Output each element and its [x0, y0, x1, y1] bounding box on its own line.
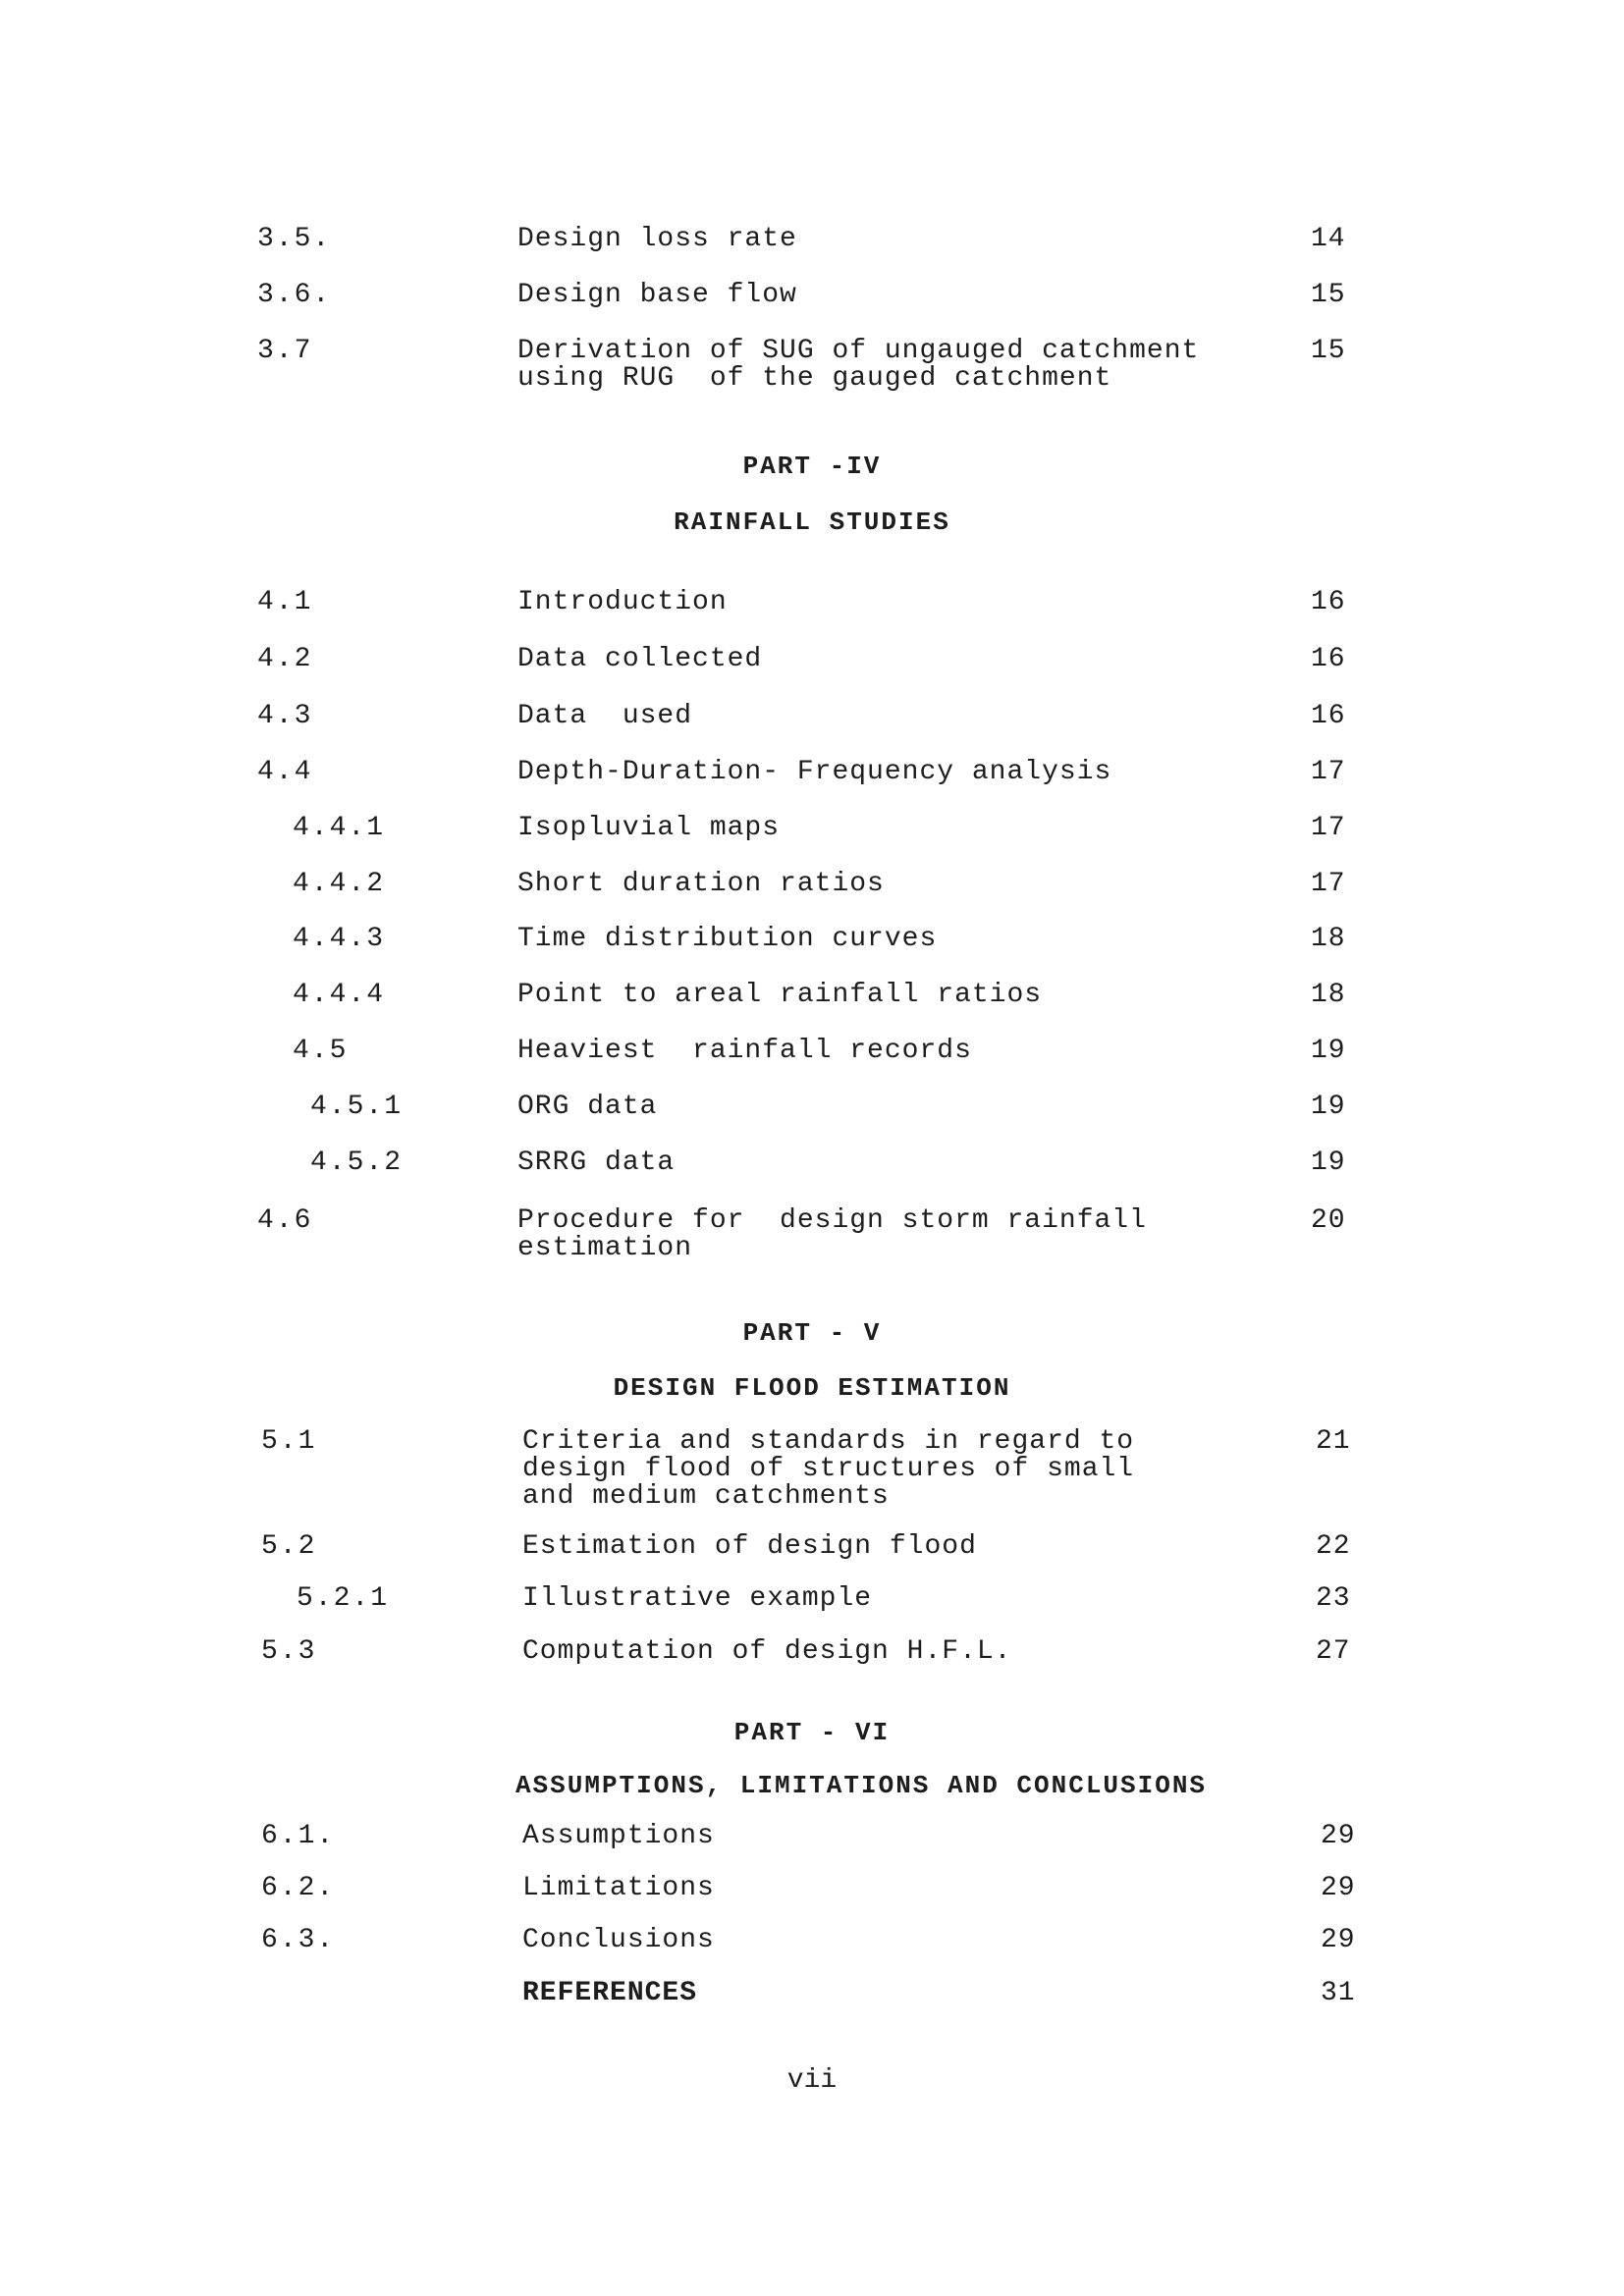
- entry-number: 5.2.1: [297, 1583, 390, 1614]
- entry-title: Isopluvial maps: [517, 813, 781, 843]
- entry-number: 4.2: [257, 644, 313, 674]
- entry-title: Design base flow: [517, 280, 797, 310]
- entry-title: Data collected: [517, 644, 763, 674]
- entry-number: 4.6: [257, 1205, 313, 1236]
- entry-page: 29: [1321, 1821, 1356, 1851]
- entry-number: 4.5: [293, 1036, 349, 1066]
- entry-page: 17: [1311, 869, 1346, 899]
- entry-page: 14: [1311, 224, 1346, 254]
- entry-title: Short duration ratios: [517, 869, 885, 899]
- section-heading: RAINFALL STUDIES: [674, 507, 950, 537]
- entry-page: 31: [1321, 1978, 1356, 2008]
- entry-page: 17: [1311, 813, 1346, 843]
- entry-number: 4.5.1: [310, 1092, 404, 1122]
- entry-number: 6.3.: [261, 1925, 336, 1955]
- entry-page: 18: [1311, 924, 1346, 954]
- entry-number: 4.4.2: [293, 869, 386, 899]
- entry-number: 6.1.: [261, 1821, 336, 1851]
- references-title: REFERENCES: [522, 1978, 698, 2008]
- entry-title: Data used: [517, 701, 693, 731]
- entry-number: 4.4.3: [293, 924, 386, 954]
- entry-page: 22: [1316, 1531, 1351, 1562]
- entry-page: 16: [1311, 587, 1346, 617]
- section-heading: DESIGN FLOOD ESTIMATION: [613, 1373, 1011, 1403]
- entry-page: 21: [1316, 1426, 1351, 1457]
- entry-page: 15: [1311, 280, 1346, 310]
- entry-title: Computation of design H.F.L.: [522, 1636, 1012, 1667]
- entry-title: Procedure for design storm rainfall estimation: [517, 1205, 1147, 1263]
- entry-number: 4.4.4: [293, 980, 386, 1010]
- entry-title: SRRG data: [517, 1148, 676, 1178]
- entry-title: Derivation of SUG of ungauged catchment using RUG of the gauged catchment: [517, 336, 1200, 394]
- entry-page: 19: [1311, 1036, 1346, 1066]
- entry-title: Estimation of design flood: [522, 1531, 977, 1562]
- part-label: PART -IV: [742, 452, 882, 481]
- entry-page: 27: [1316, 1636, 1351, 1667]
- entry-number: 4.1: [257, 587, 313, 617]
- part-label: PART - VI: [733, 1718, 891, 1747]
- entry-number: 4.5.2: [310, 1148, 404, 1178]
- entry-title: Point to areal rainfall ratios: [517, 980, 1043, 1010]
- entry-number: 6.2.: [261, 1873, 336, 1903]
- entry-number: 3.6.: [257, 280, 332, 310]
- entry-title: Criteria and standards in regard to design flood of structures of small and medium catchments: [522, 1426, 1135, 1512]
- entry-title: Limitations: [522, 1873, 715, 1903]
- entry-page: 20: [1311, 1205, 1346, 1236]
- entry-title: Depth-Duration- Frequency analysis: [517, 757, 1112, 787]
- entry-title: Heaviest rainfall records: [517, 1036, 972, 1066]
- entry-number: 5.1: [261, 1426, 317, 1457]
- entry-page: 19: [1311, 1092, 1346, 1122]
- entry-number: 5.3: [261, 1636, 317, 1667]
- entry-number: 4.4.1: [293, 813, 386, 843]
- entry-title: Design loss rate: [517, 224, 797, 254]
- entry-title: Conclusions: [522, 1925, 715, 1955]
- entry-page: 29: [1321, 1925, 1356, 1955]
- entry-title: Time distribution curves: [517, 924, 938, 954]
- entry-page: 15: [1311, 336, 1346, 366]
- section-heading: ASSUMPTIONS, LIMITATIONS AND CONCLUSIONS: [514, 1771, 1208, 1800]
- page-number: vii: [786, 2065, 838, 2096]
- entry-page: 29: [1321, 1873, 1356, 1903]
- entry-number: 4.3: [257, 701, 313, 731]
- entry-page: 18: [1311, 980, 1346, 1010]
- entry-page: 17: [1311, 757, 1346, 787]
- entry-page: 23: [1316, 1583, 1351, 1614]
- entry-page: 19: [1311, 1148, 1346, 1178]
- part-label: PART - V: [742, 1318, 882, 1348]
- entry-title: ORG data: [517, 1092, 658, 1122]
- entry-number: 5.2: [261, 1531, 317, 1562]
- entry-number: 3.5.: [257, 224, 332, 254]
- entry-title: Introduction: [517, 587, 728, 617]
- entry-title: Illustrative example: [522, 1583, 873, 1614]
- entry-number: 3.7: [257, 336, 313, 366]
- entry-page: 16: [1311, 701, 1346, 731]
- entry-page: 16: [1311, 644, 1346, 674]
- entry-title: Assumptions: [522, 1821, 715, 1851]
- entry-number: 4.4: [257, 757, 313, 787]
